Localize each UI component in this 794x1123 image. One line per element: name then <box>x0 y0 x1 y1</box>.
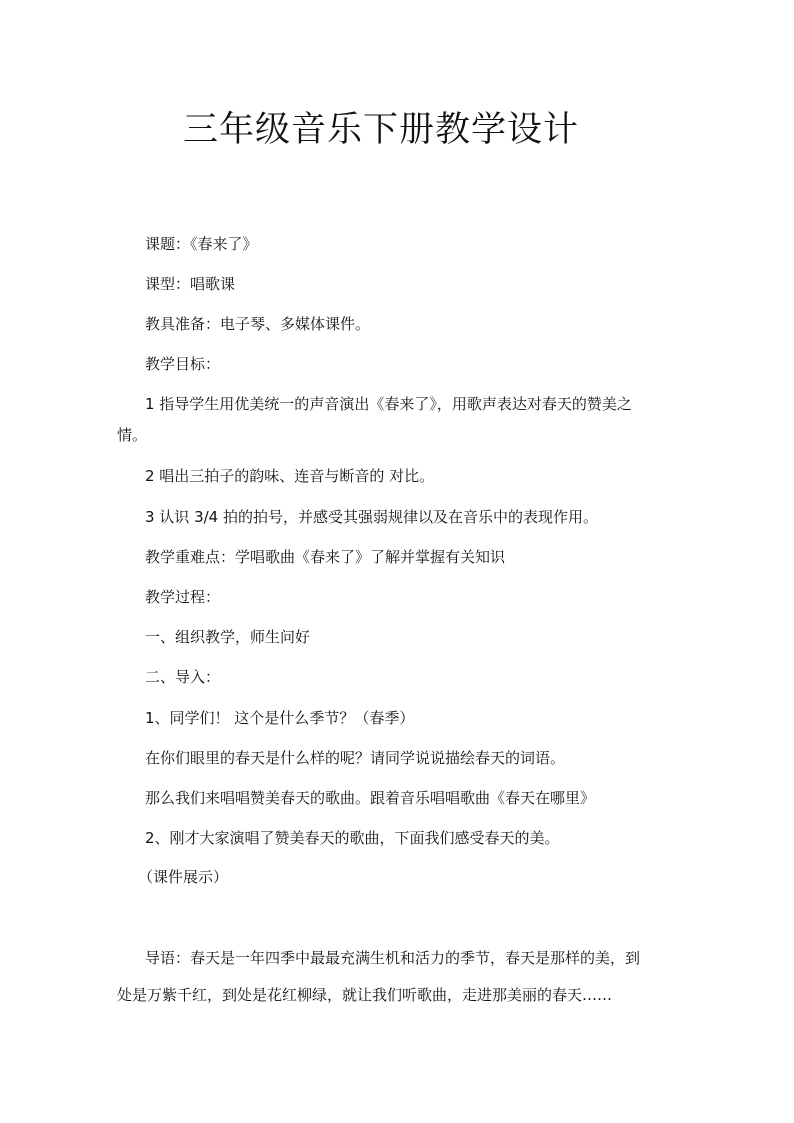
courseware-note: （课件展示） <box>138 868 229 886</box>
lead-in-text: 导语：春天是一年四季中最最充满生机和活力的季节，春天是那样的美，到 <box>145 949 641 967</box>
teaching-goals-heading: 教学目标： <box>145 355 221 373</box>
step-2-intro: 二、导入： <box>145 668 221 686</box>
intro-sing: 那么我们来唱唱赞美春天的歌曲。跟着音乐唱唱歌曲《春天在哪里》 <box>145 789 596 807</box>
teaching-process-heading: 教学过程： <box>145 588 221 606</box>
goal-2: 2 唱出三拍子的韵味、连音与断音的 对比。 <box>145 467 435 485</box>
goal-3: 3 认识 3/4 拍的拍号，并感受其强弱规律以及在音乐中的表现作用。 <box>145 508 598 526</box>
document-title: 三年级音乐下册教学设计 <box>182 110 579 150</box>
lead-in-continuation: 处是万紫千红，到处是花红柳绿，就让我们听歌曲，走进那美丽的春天…… <box>117 986 613 1004</box>
teaching-aids: 教具准备：电子琴、多媒体课件。 <box>145 315 371 333</box>
goal-1-continuation: 情。 <box>117 426 148 444</box>
step-1-organize: 一、组织教学，师生问好 <box>145 628 311 646</box>
key-points: 教学重难点：学唱歌曲《春来了》了解并掌握有关知识 <box>145 548 506 566</box>
goal-1: 1 指导学生用优美统一的声音演出《春来了》，用歌声表达对春天的赞美之 <box>145 395 632 413</box>
intro-item-2: 2、刚才大家演唱了赞美春天的歌曲，下面我们感受春天的美。 <box>145 829 560 847</box>
intro-question: 在你们眼里的春天是什么样的呢？请同学说说描绘春天的词语。 <box>145 749 566 767</box>
intro-item-1: 1、同学们！ 这个是什么季节？（春季） <box>145 709 415 727</box>
lesson-topic: 课题：《春来了》 <box>145 235 258 253</box>
lesson-type: 课型：唱歌课 <box>145 275 236 293</box>
